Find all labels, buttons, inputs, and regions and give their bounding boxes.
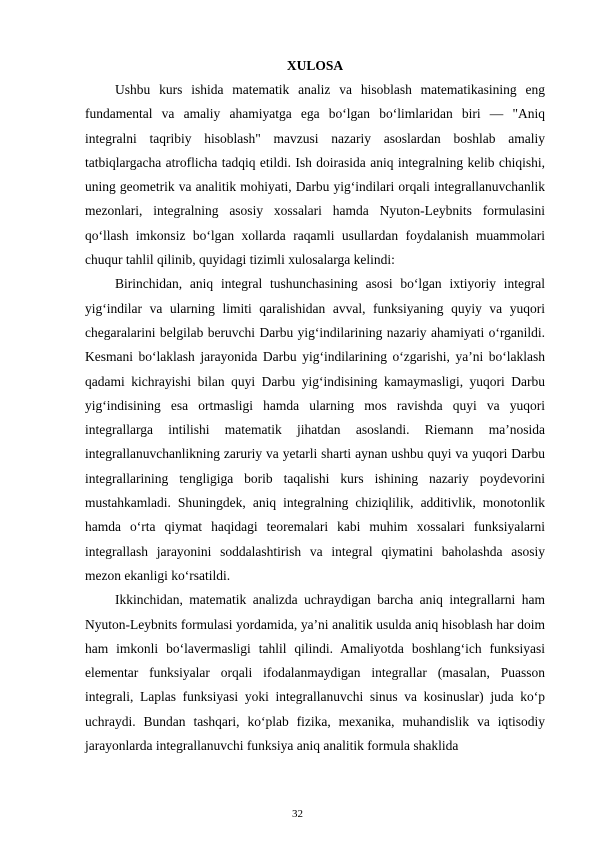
paragraph-second-point: Ikkinchidan, matematik analizda uchraydigan barcha aniq integrallarni ham Nyuton-Leybnits formulasi yordamida, ya’ni analitik usulda aniq hisoblash har doim ham imkonli bo‘lavermasligi tahlil qilindi. Amaliyotda boshlang‘ich funksiyasi elementar funksiyalar orqali ifodalanmaydigan integrallar (masalan, Puasson integrali, Laplas funksiyasi yoki integrallanuvchi sinus va kosinuslar) juda ko‘p uchraydi. Bundan tashqari, ko‘plab fizika, mexanika, muhandislik va iqtisodiy jarayonlarda integrallanuvchi funksiya aniq analitik formula shaklida bbox=[85, 592, 545, 754]
paragraph-first-point: Birinchidan, aniq integral tushunchasining asosi bo‘lgan ixtiyoriy integral yig‘indilar va ularning limiti qaralishidan avval, funksiyaning quyiy va yuqori chegaralarini belgilab beruvchi Darbu yig‘indilarining nazariy ahamiyati o‘rganildi. Kesmani bo‘laklash jarayonida Darbu yig‘indilarining o‘zgarishi, ya’ni bo‘laklash qadami kichrayishi bilan quyi Darbu yig‘indisining kamaymasligi, yuqori Darbu yig‘indisining esa ortmasligi hamda ularning mos ravishda quyi va yuqori integrallarga intilishi matematik jihatdan asoslandi. Riemann ma’nosida integrallanuvchanlikning zaruriy va yetarli sharti aynan ushbu quyi va yuqori Darbu integrallarining tengligiga borib taqalishi kurs ishining nazariy poydevorini mustahkamladi. Shuningdek, aniq integralning chiziqlilik, additivlik, monotonlik hamda o‘rta qiymat haqidagi teoremalari kabi muhim xossalari funksiyalarni integrallash jarayonini soddalashtirish va integral qiymatini baholashda asosiy mezon ekanligi ko‘rsatildi. bbox=[85, 276, 545, 583]
document-page bbox=[85, 54, 545, 758]
page-number: 32 bbox=[292, 808, 303, 820]
paragraph-intro: Ushbu kurs ishida matematik analiz va hisoblash matematikasining eng fundamental va amaliy ahamiyatga ega bo‘lgan bo‘limlaridan biri — "Aniq integralni taqribiy hisoblash" mavzusi nazariy asoslardan boshlab amaliy tatbiqlargacha atroflicha tadqiq etildi. Ish doirasida aniq integralning kelib chiqishi, uning geometrik va analitik mohiyati, Darbu yig‘indilari orqali integrallanuvchanlik mezonlari, integralning asosiy xossalari hamda Nyuton-Leybnits formulasini qo‘llash imkonsiz bo‘lgan xollarda raqamli usullardan foydalanish muammolari chuqur tahlil qilinib, quyidagi tizimli xulosalarga kelindi: bbox=[85, 82, 545, 268]
section-title: XULOSA bbox=[286, 58, 344, 73]
